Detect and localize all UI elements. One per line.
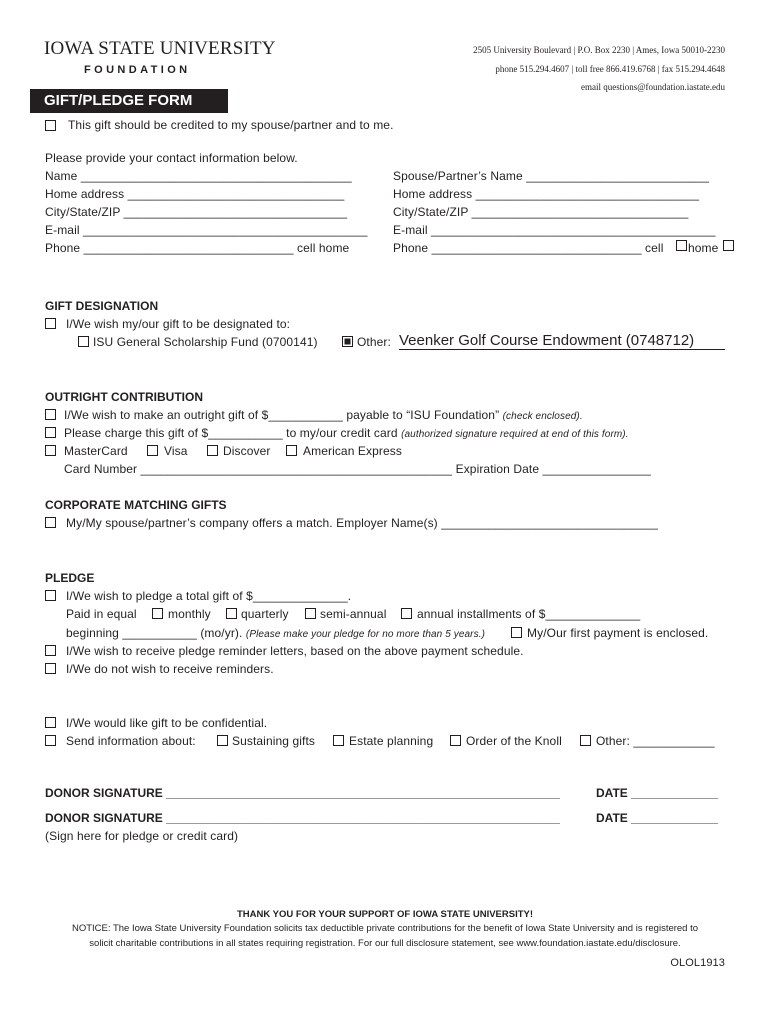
notice-line-2: solicit charitable contributions in all states requiring registration. For our full disclosure statement, see www.foundation.iastate.edu/disclosure.	[89, 938, 681, 949]
other-fund-value[interactable]: Veenker Golf Course Endowment (0748712)	[399, 332, 695, 349]
beginning-field[interactable]: beginning ___________ (mo/yr).	[66, 626, 243, 640]
corporate-match-checkbox[interactable]	[45, 517, 56, 528]
email-line: email questions@foundation.iastate.edu	[580, 82, 725, 92]
outright-gift-line	[64, 408, 583, 422]
address-line: 2505 University Boulevard | P.O. Box 2230 | Ames, Iowa 50010-2230	[473, 45, 725, 55]
phone-line: phone 515.294.4607 | toll free 866.419.6768 | fax 515.294.4648	[495, 64, 725, 74]
charge-card-text[interactable]: Please charge this gift of $___________ to my/our credit card	[64, 426, 398, 440]
spouse-email-field[interactable]: E-mail __________________________________________	[393, 223, 716, 237]
designation-checkbox[interactable]	[45, 318, 56, 329]
monthly-checkbox[interactable]	[152, 608, 163, 619]
discover-checkbox[interactable]	[207, 445, 218, 456]
reminders-no-checkbox[interactable]	[45, 663, 56, 674]
pledge-total-field[interactable]: I/We wish to pledge a total gift of $______________.	[66, 589, 352, 603]
charge-card-note: (authorized signature required at end of this form).	[401, 429, 629, 440]
beginning-note: (Please make your pledge for no more than 5 years.)	[245, 629, 486, 640]
semi-annual-label: semi-annual	[320, 607, 387, 621]
spouse-address-field[interactable]: Home address _________________________________	[393, 187, 700, 201]
logo-line1: IOWA STATE UNIVERSITY	[44, 38, 276, 59]
mastercard-label: MasterCard	[64, 444, 128, 458]
date-2[interactable]: DATE _____________	[596, 811, 718, 825]
other-fund-checkbox[interactable]	[342, 336, 353, 347]
visa-checkbox[interactable]	[147, 445, 158, 456]
designation-heading: GIFT DESIGNATION	[45, 299, 159, 313]
spouse-credit-checkbox[interactable]	[45, 120, 56, 131]
spouse-city-field[interactable]: City/State/ZIP ________________________________	[393, 205, 689, 219]
email-field[interactable]: E-mail __________________________________________	[45, 223, 368, 237]
confidential-checkbox[interactable]	[45, 717, 56, 728]
form-title: GIFT/PLEDGE FORM	[30, 89, 228, 113]
discover-label: Discover	[223, 444, 271, 458]
notice-line-1: NOTICE: The Iowa State University Foundation solicits tax deductible private contributions for the benefit of Iowa State University and is registered to	[71, 923, 699, 934]
scholarship-fund-label: ISU General Scholarship Fund (0700141)	[93, 335, 318, 349]
home-address-field[interactable]: Home address ________________________________	[45, 187, 345, 201]
date-1[interactable]: DATE _____________	[596, 786, 718, 800]
first-payment-label: My/Our first payment is enclosed.	[527, 626, 709, 640]
form-code: OLOL1913	[670, 957, 725, 969]
amex-label: American Express	[303, 444, 402, 458]
quarterly-label: quarterly	[241, 607, 289, 621]
city-state-zip-field[interactable]: City/State/ZIP _________________________________	[45, 205, 348, 219]
semi-annual-checkbox[interactable]	[305, 608, 316, 619]
signature-note: (Sign here for pledge or credit card)	[45, 829, 239, 843]
confidential-label: I/We would like gift to be confidential.	[66, 716, 268, 730]
reminders-no-label: I/We do not wish to receive reminders.	[66, 662, 274, 676]
paid-in-equal-label: Paid in equal	[66, 607, 137, 621]
outright-heading: OUTRIGHT CONTRIBUTION	[45, 390, 203, 404]
beginning-line	[66, 626, 485, 640]
name-field[interactable]: Name ________________________________________	[45, 169, 352, 183]
card-number-field[interactable]: Card Number ______________________________________________ Expiration Date ________________	[64, 462, 651, 476]
visa-label: Visa	[164, 444, 188, 458]
donor-signature-1[interactable]: DONOR SIGNATURE ___________________________________________________________	[45, 786, 560, 800]
charge-card-line	[64, 426, 629, 440]
annual-checkbox[interactable]	[401, 608, 412, 619]
logo-foundation: FOUNDATION	[84, 64, 191, 76]
quarterly-checkbox[interactable]	[226, 608, 237, 619]
outright-gift-note: (check enclosed).	[502, 411, 583, 422]
spouse-credit-label: This gift should be credited to my spouse/partner and to me.	[68, 118, 394, 132]
employer-name-field[interactable]: My/My spouse/partner’s company offers a match. Employer Name(s) ________________________________	[66, 516, 658, 530]
sustaining-gifts-checkbox[interactable]	[217, 735, 228, 746]
scholarship-fund-checkbox[interactable]	[78, 336, 89, 347]
spouse-phone-field[interactable]: Phone _______________________________ cell	[393, 241, 664, 255]
reminders-yes-checkbox[interactable]	[45, 645, 56, 656]
order-of-knoll-checkbox[interactable]	[450, 735, 461, 746]
pledge-checkbox[interactable]	[45, 590, 56, 601]
contact-intro: Please provide your contact information below.	[45, 151, 298, 165]
other-info-field[interactable]: Other: ____________	[596, 734, 715, 748]
spouse-home-label: home	[688, 241, 719, 255]
thank-you-line: THANK YOU FOR YOUR SUPPORT OF IOWA STATE UNIVERSITY!	[236, 909, 534, 920]
spouse-cell-checkbox[interactable]	[676, 240, 687, 251]
other-info-checkbox[interactable]	[580, 735, 591, 746]
designation-line: I/We wish my/our gift to be designated to:	[66, 317, 291, 331]
outright-gift-text[interactable]: I/We wish to make an outright gift of $___________ payable to “ISU Foundation”	[64, 408, 500, 422]
annual-installments-field[interactable]: annual installments of $______________	[417, 607, 641, 621]
logo-university	[44, 38, 276, 60]
send-info-checkbox[interactable]	[45, 735, 56, 746]
spouse-name-field[interactable]: Spouse/Partner’s Name ___________________________	[393, 169, 710, 183]
amex-checkbox[interactable]	[286, 445, 297, 456]
spouse-home-checkbox[interactable]	[723, 240, 734, 251]
other-fund-underline	[399, 349, 725, 350]
charge-card-checkbox[interactable]	[45, 427, 56, 438]
estate-planning-checkbox[interactable]	[333, 735, 344, 746]
sustaining-gifts-label: Sustaining gifts	[232, 734, 315, 748]
first-payment-checkbox[interactable]	[511, 627, 522, 638]
other-fund-label: Other:	[357, 335, 391, 349]
order-of-knoll-label: Order of the Knoll	[466, 734, 562, 748]
send-info-label: Send information about:	[66, 734, 196, 748]
phone-field[interactable]: Phone _______________________________ cell home	[45, 241, 350, 255]
outright-gift-checkbox[interactable]	[45, 409, 56, 420]
corporate-heading: CORPORATE MATCHING GIFTS	[45, 498, 227, 512]
pledge-heading: PLEDGE	[45, 571, 95, 585]
reminders-yes-label: I/We wish to receive pledge reminder letters, based on the above payment schedule.	[66, 644, 524, 658]
donor-signature-2[interactable]: DONOR SIGNATURE ___________________________________________________________	[45, 811, 560, 825]
estate-planning-label: Estate planning	[349, 734, 434, 748]
mastercard-checkbox[interactable]	[45, 445, 56, 456]
monthly-label: monthly	[168, 607, 211, 621]
